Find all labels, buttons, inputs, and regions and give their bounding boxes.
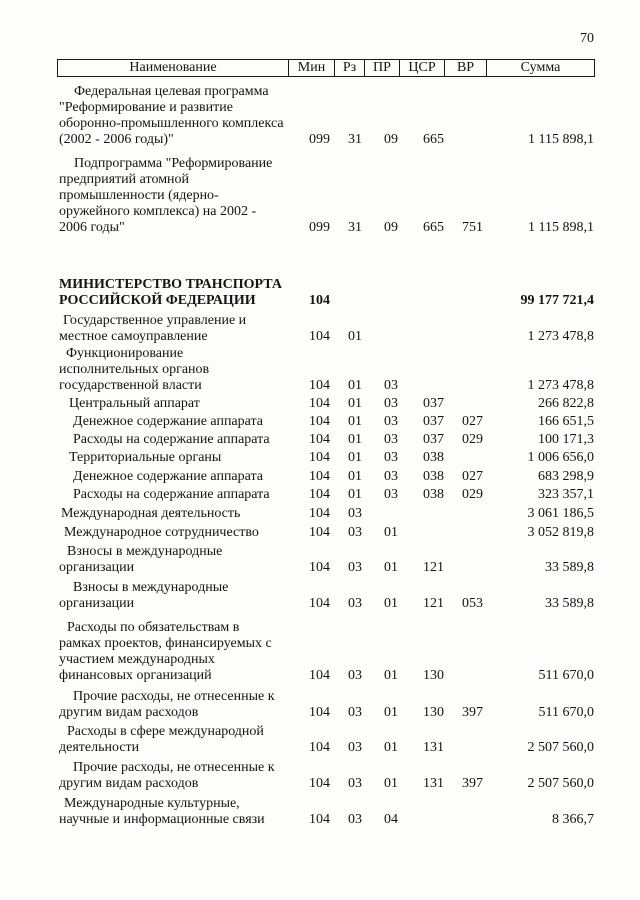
table-row: [0, 506, 640, 521]
cell-csr: 131: [423, 776, 444, 791]
row-name-line: 2006 годы": [59, 220, 125, 235]
cell-rz: 01: [348, 329, 362, 344]
cell-sum: 266 822,8: [538, 396, 594, 411]
cell-rz: 31: [348, 220, 362, 235]
cell-sum: 1 273 478,8: [527, 329, 594, 344]
cell-pr: 03: [384, 396, 398, 411]
table-row: [0, 432, 640, 447]
cell-sum: 683 298,9: [538, 469, 594, 484]
cell-csr: 037: [423, 432, 444, 447]
row-name-line: другим видам расходов: [59, 776, 199, 791]
cell-pr: 01: [384, 705, 398, 720]
cell-sum: 323 357,1: [538, 487, 594, 502]
cell-pr: 03: [384, 469, 398, 484]
cell-min: 104: [309, 506, 330, 521]
row-name-line: оружейного комплекса) на 2002 -: [59, 204, 257, 219]
cell-pr: 03: [384, 378, 398, 393]
row-name-line: Взносы в международные: [67, 544, 223, 559]
header-rz: Рз: [334, 60, 364, 76]
row-name-line: Федеральная целевая программа: [74, 84, 269, 99]
row-name-line: Прочие расходы, не отнесенные к: [73, 689, 275, 704]
table-row: [0, 313, 640, 344]
header-pr: ПР: [364, 60, 399, 76]
table-row: [0, 450, 640, 465]
cell-sum: 33 589,8: [545, 560, 594, 575]
header-sum: Сумма: [486, 60, 594, 76]
table-row: [0, 580, 640, 611]
row-name-line: Функционирование: [66, 346, 184, 361]
cell-csr: 130: [423, 668, 444, 683]
row-name-line: Центральный аппарат: [69, 396, 200, 411]
page-number: 70: [580, 31, 594, 46]
cell-min: 104: [309, 396, 330, 411]
table-row: [0, 796, 640, 827]
table-row: [0, 487, 640, 502]
table-row: [0, 414, 640, 429]
cell-min: 104: [309, 487, 330, 502]
cell-vr: 053: [462, 596, 483, 611]
table-row: [0, 469, 640, 484]
cell-min: 104: [309, 329, 330, 344]
cell-sum: 2 507 560,0: [527, 776, 594, 791]
cell-rz: 01: [348, 378, 362, 393]
cell-min: 099: [309, 132, 330, 147]
cell-min: 104: [309, 776, 330, 791]
cell-min: 104: [309, 705, 330, 720]
cell-rz: 03: [348, 740, 362, 755]
cell-rz: 03: [348, 812, 362, 827]
cell-csr: 038: [423, 487, 444, 502]
header-csr: ЦСР: [399, 60, 444, 76]
cell-sum: 1 115 898,1: [528, 132, 594, 147]
row-name-line: деятельности: [59, 740, 140, 755]
row-name-line: МИНИСТЕРСТВО ТРАНСПОРТА: [59, 277, 283, 292]
cell-sum: 3 052 819,8: [527, 525, 594, 540]
cell-csr: 038: [423, 450, 444, 465]
row-name-line: Подпрограмма "Реформирование: [74, 156, 273, 171]
row-name-line: оборонно-промышленного комплекса: [59, 116, 284, 131]
table-row: [0, 396, 640, 411]
row-name-line: Взносы в международные: [73, 580, 229, 595]
cell-min: 104: [309, 812, 330, 827]
cell-min: 104: [309, 414, 330, 429]
cell-csr: 121: [423, 560, 444, 575]
row-name-line: "Реформирование и развитие: [59, 100, 233, 115]
cell-pr: 03: [384, 450, 398, 465]
cell-pr: 01: [384, 740, 398, 755]
row-name-line: Международное сотрудничество: [64, 525, 259, 540]
table-row: [0, 724, 640, 755]
table-header: [57, 59, 595, 77]
cell-min: 104: [309, 525, 330, 540]
cell-sum: 2 507 560,0: [527, 740, 594, 755]
cell-pr: 01: [384, 668, 398, 683]
row-name-line: Международные культурные,: [64, 796, 240, 811]
cell-csr: 037: [423, 396, 444, 411]
cell-sum: 100 171,3: [538, 432, 594, 447]
row-name-line: предприятий атомной: [59, 172, 190, 187]
row-name-line: местное самоуправление: [59, 329, 208, 344]
row-name-line: Прочие расходы, не отнесенные к: [73, 760, 275, 775]
cell-sum: 1 273 478,8: [527, 378, 594, 393]
header-vr: ВР: [444, 60, 486, 76]
row-name-line: исполнительных органов: [59, 362, 210, 377]
cell-sum: 1 006 656,0: [527, 450, 594, 465]
table-row: [0, 525, 640, 540]
row-name-line: Государственное управление и: [63, 313, 247, 328]
cell-rz: 03: [348, 705, 362, 720]
cell-sum: 511 670,0: [538, 705, 594, 720]
row-name-line: рамках проектов, финансируемых с: [59, 636, 272, 651]
row-name-line: Территориальные органы: [69, 450, 222, 465]
row-name-line: организации: [59, 560, 135, 575]
cell-pr: 09: [384, 132, 398, 147]
row-name-line: Расходы в сфере международной: [67, 724, 264, 739]
cell-vr: 397: [462, 705, 483, 720]
cell-sum: 99 177 721,4: [520, 293, 594, 308]
cell-vr: 027: [462, 414, 483, 429]
header-min: Мин: [288, 60, 334, 76]
table-row: [0, 544, 640, 575]
row-name-line: Денежное содержание аппарата: [73, 414, 264, 429]
cell-rz: 01: [348, 450, 362, 465]
cell-min: 104: [309, 668, 330, 683]
cell-rz: 01: [348, 414, 362, 429]
cell-pr: 01: [384, 776, 398, 791]
row-name-line: участием международных: [59, 652, 215, 667]
cell-rz: 01: [348, 432, 362, 447]
cell-csr: 130: [423, 705, 444, 720]
table-row: [0, 156, 640, 235]
cell-sum: 33 589,8: [545, 596, 594, 611]
cell-rz: 03: [348, 596, 362, 611]
cell-sum: 1 115 898,1: [528, 220, 594, 235]
cell-sum: 166 651,5: [538, 414, 594, 429]
cell-rz: 01: [348, 469, 362, 484]
cell-sum: 3 061 186,5: [527, 506, 594, 521]
cell-sum: 8 366,7: [552, 812, 594, 827]
row-name-line: Международная деятельность: [61, 506, 241, 521]
cell-pr: 01: [384, 596, 398, 611]
row-name-line: Расходы на содержание аппарата: [73, 432, 270, 447]
row-name-line: государственной власти: [59, 378, 202, 393]
cell-min: 099: [309, 220, 330, 235]
cell-vr: 751: [462, 220, 483, 235]
cell-pr: 03: [384, 414, 398, 429]
cell-csr: 665: [423, 132, 444, 147]
row-name-line: финансовых организаций: [59, 668, 212, 683]
row-name-line: Денежное содержание аппарата: [73, 469, 264, 484]
cell-min: 104: [309, 469, 330, 484]
table-row: [0, 620, 640, 683]
cell-pr: 09: [384, 220, 398, 235]
cell-min: 104: [309, 740, 330, 755]
row-name-line: Расходы по обязательствам в: [67, 620, 240, 635]
row-name-line: организации: [59, 596, 135, 611]
cell-min: 104: [309, 378, 330, 393]
cell-rz: 03: [348, 560, 362, 575]
cell-rz: 01: [348, 487, 362, 502]
table-row: [0, 689, 640, 720]
cell-vr: 027: [462, 469, 483, 484]
row-name-line: (2002 - 2006 годы)": [59, 132, 174, 147]
cell-min: 104: [309, 293, 330, 308]
row-name-line: РОССИЙСКОЙ ФЕДЕРАЦИИ: [59, 293, 256, 308]
row-name-line: научные и информационные связи: [59, 812, 265, 827]
table-row: [0, 84, 640, 147]
cell-csr: 121: [423, 596, 444, 611]
cell-pr: 01: [384, 560, 398, 575]
cell-min: 104: [309, 560, 330, 575]
cell-min: 104: [309, 596, 330, 611]
cell-vr: 029: [462, 487, 483, 502]
cell-min: 104: [309, 432, 330, 447]
table-row: [0, 760, 640, 791]
cell-pr: 04: [384, 812, 398, 827]
cell-rz: 03: [348, 668, 362, 683]
cell-rz: 03: [348, 776, 362, 791]
cell-pr: 03: [384, 432, 398, 447]
table-row: [0, 277, 640, 308]
cell-rz: 01: [348, 396, 362, 411]
cell-csr: 665: [423, 220, 444, 235]
table-row: [0, 346, 640, 393]
cell-csr: 038: [423, 469, 444, 484]
row-name-line: промышленности (ядерно-: [59, 188, 219, 203]
cell-pr: 01: [384, 525, 398, 540]
cell-vr: 397: [462, 776, 483, 791]
cell-pr: 03: [384, 487, 398, 502]
cell-rz: 03: [348, 525, 362, 540]
cell-csr: 037: [423, 414, 444, 429]
row-name-line: другим видам расходов: [59, 705, 199, 720]
cell-rz: 03: [348, 506, 362, 521]
header-name: Наименование: [129, 60, 217, 75]
cell-min: 104: [309, 450, 330, 465]
cell-rz: 31: [348, 132, 362, 147]
row-name-line: Расходы на содержание аппарата: [73, 487, 270, 502]
cell-vr: 029: [462, 432, 483, 447]
cell-csr: 131: [423, 740, 444, 755]
cell-sum: 511 670,0: [538, 668, 594, 683]
